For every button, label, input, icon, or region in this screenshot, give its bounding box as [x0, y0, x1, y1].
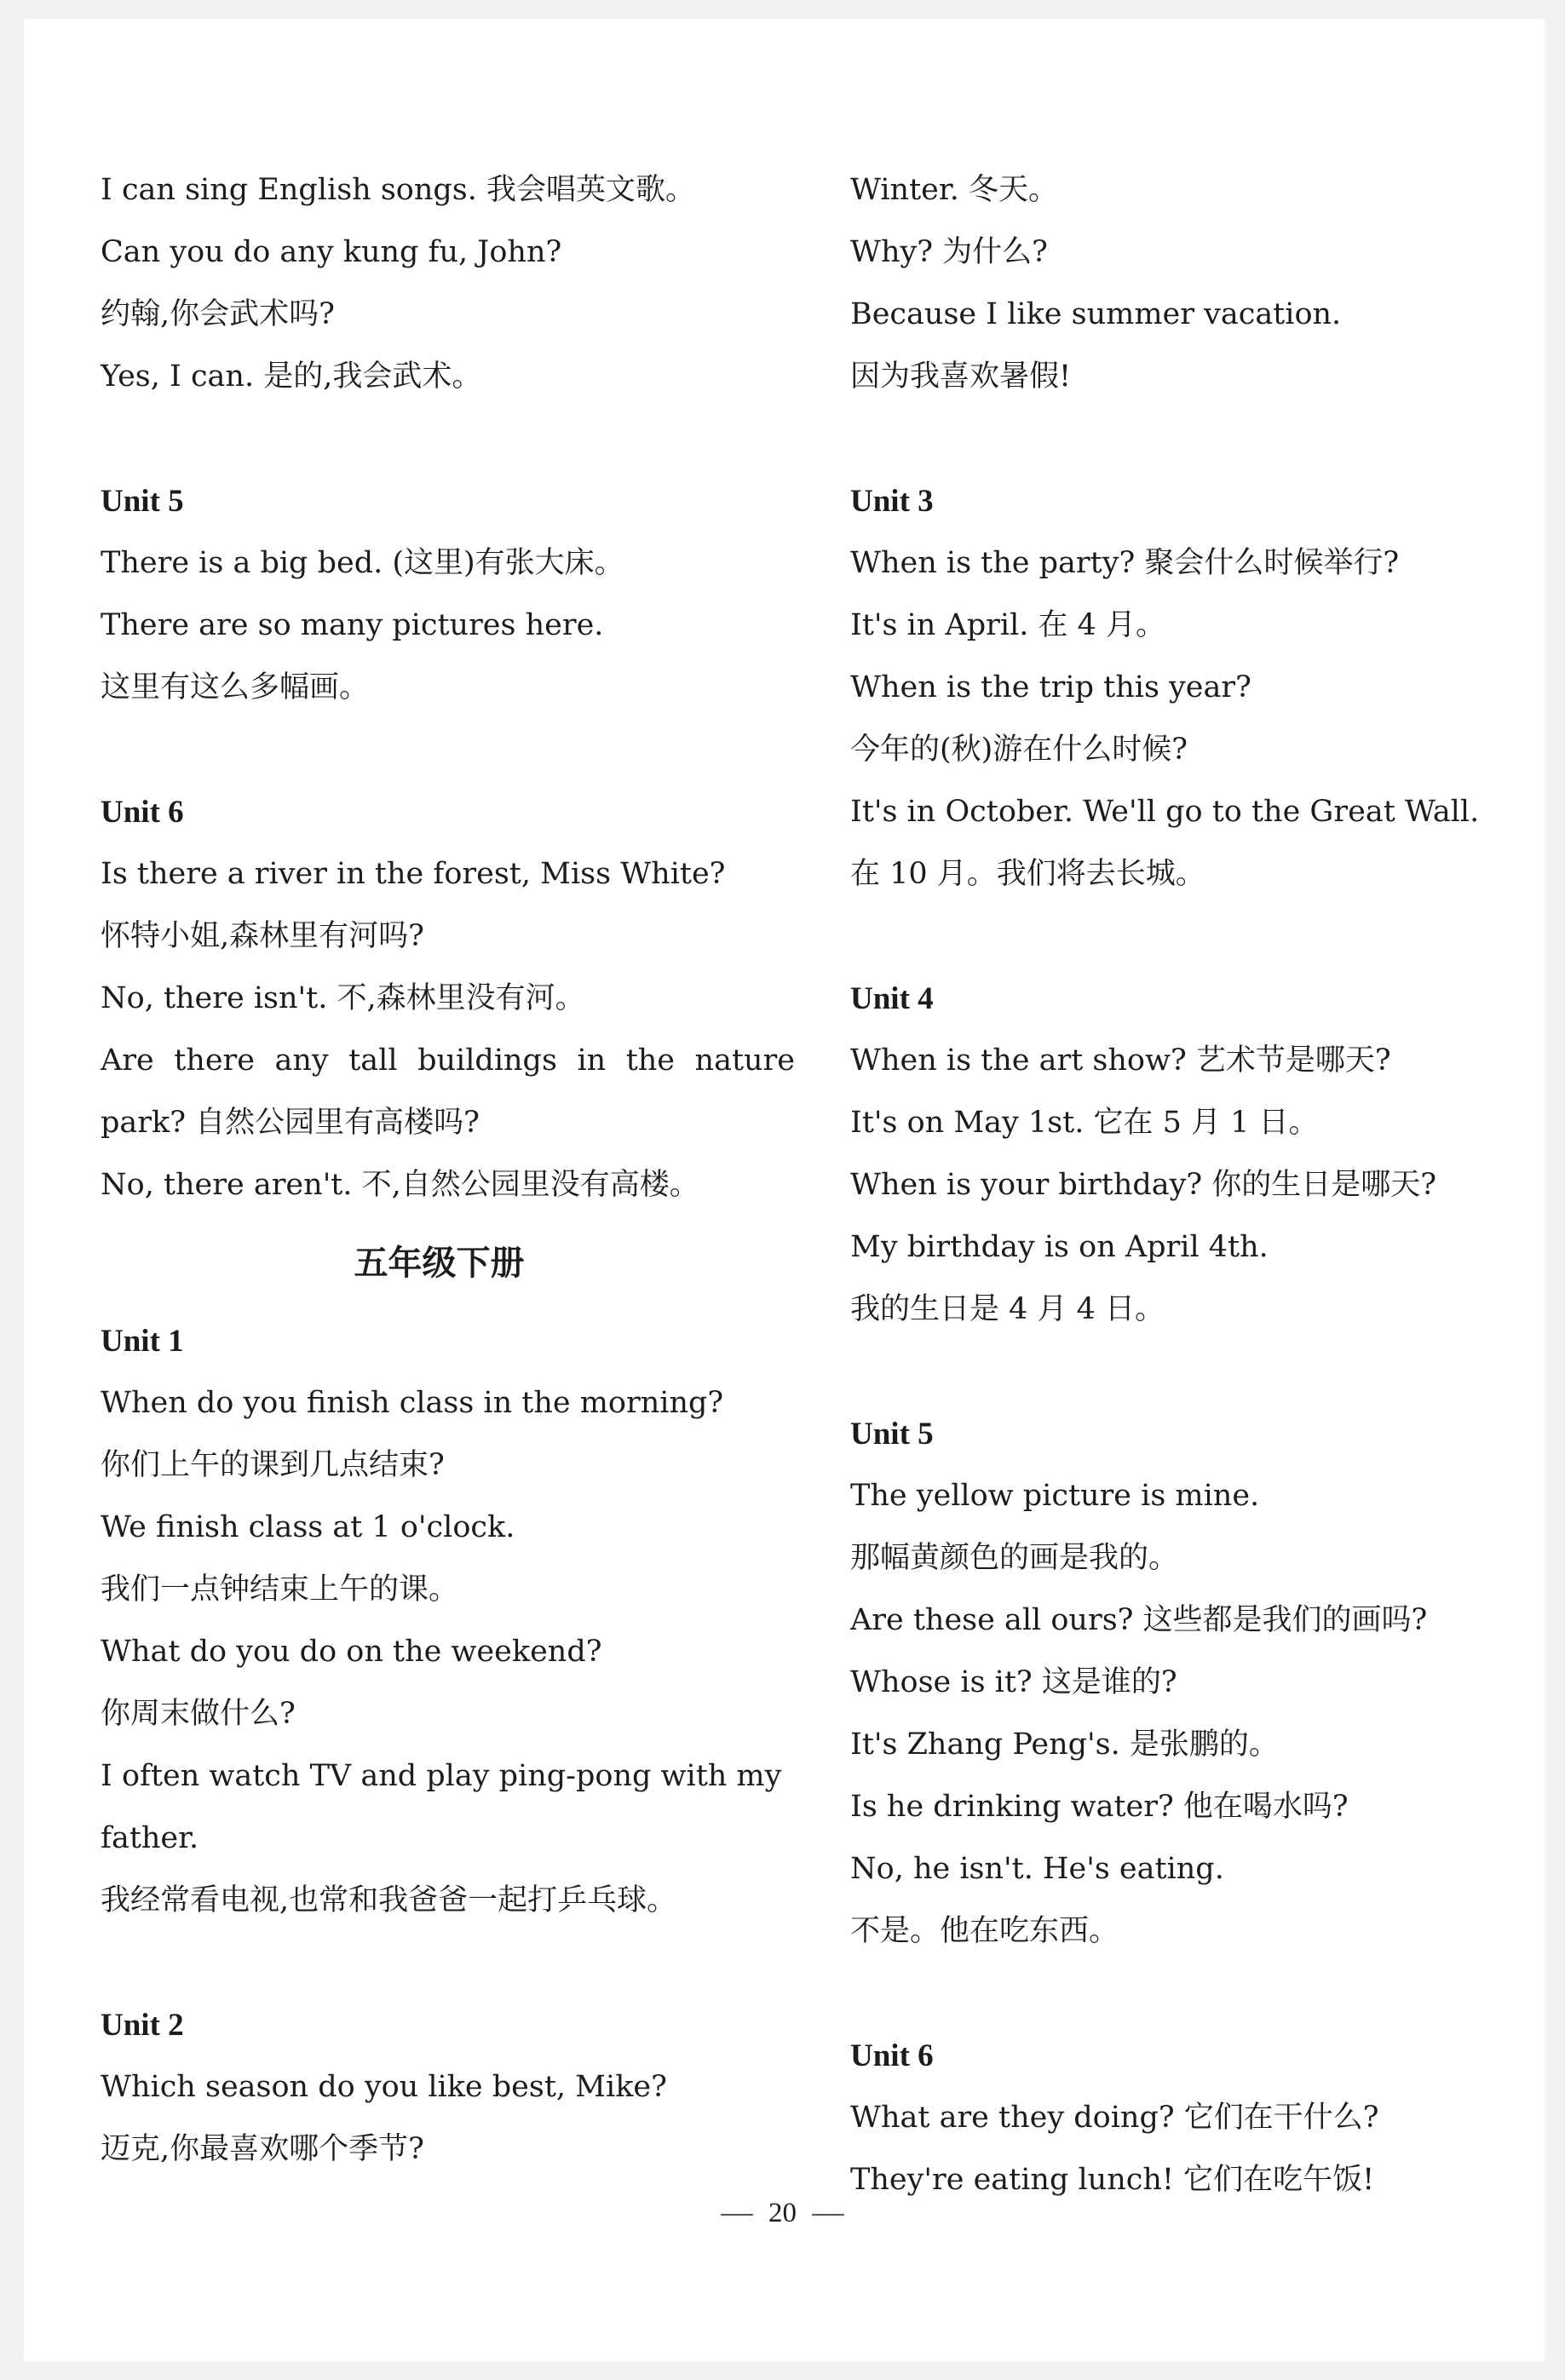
text-line: 因为我喜欢暑假! [850, 359, 1072, 394]
text-line: 今年的(秋)游在什么时候? [850, 733, 1188, 767]
text-line: There is a big bed. (这里)有张大床。 [101, 546, 624, 580]
text-line: Winter. 冬天。 [850, 173, 1059, 207]
text-line: When is the trip this year? [850, 670, 1251, 704]
text-line: 你周末做什么? [101, 1697, 296, 1731]
unit-heading: Unit 6 [850, 2038, 934, 2073]
text-line: No, he isn't. He's eating. [850, 1852, 1224, 1886]
text-line: When is the art show? 艺术节是哪天? [850, 1043, 1391, 1078]
spacer [101, 719, 799, 781]
text-line: It's in October. We'll go to the Great Wall. [850, 795, 1480, 829]
unit-heading: Unit 5 [101, 484, 184, 519]
text-line: 我们一点钟结束上午的课。 [101, 1572, 459, 1607]
folio-dash [812, 2214, 844, 2216]
text-line: 我的生日是 4 月 4 日。 [850, 1292, 1165, 1326]
text-line: Are there any tall buildings in the nature [101, 1043, 795, 1078]
text-line: 我经常看电视,也常和我爸爸一起打乒乓球。 [101, 1883, 677, 1917]
unit-heading: Unit 1 [101, 1324, 184, 1359]
text-line: Is there a river in the forest, Miss White? [101, 857, 726, 891]
text-line: Can you do any kung fu, John? [101, 235, 562, 269]
text-line: Are these all ours? 这些都是我们的画吗? [850, 1603, 1428, 1637]
text-line: 在 10 月。我们将去长城。 [850, 857, 1205, 891]
text-line: My birthday is on April 4th. [850, 1230, 1269, 1264]
spacer [850, 905, 1557, 968]
text-line: Why? 为什么? [850, 235, 1048, 269]
text-line: Because I like summer vacation. [850, 297, 1342, 331]
text-line: 那幅黄颜色的画是我的。 [850, 1541, 1179, 1575]
text-line: What are they doing? 它们在干什么? [850, 2101, 1379, 2135]
text-line: 怀特小姐,森林里有河吗? [101, 919, 424, 953]
text-line: I can sing English songs. 我会唱英文歌。 [101, 173, 696, 207]
text-line: 你们上午的课到几点结束? [101, 1448, 445, 1482]
page-number-text: 20 [768, 2198, 797, 2228]
text-line: 不是。他在吃东西。 [850, 1914, 1119, 1948]
page [24, 19, 1545, 2361]
text-line: The yellow picture is mine. [850, 1479, 1260, 1513]
text-line: There are so many pictures here. [101, 608, 604, 642]
text-line: When do you finish class in the morning? [101, 1386, 724, 1420]
text-line: When is your birthday? 你的生日是哪天? [850, 1168, 1437, 1202]
spacer [850, 1341, 1557, 1403]
unit-heading: Unit 4 [850, 981, 934, 1016]
text-line: 迈克,你最喜欢哪个季节? [101, 2132, 424, 2166]
folio-dash [721, 2214, 753, 2216]
text-line: Which season do you like best, Mike? [101, 2070, 667, 2104]
text-line: 这里有这么多幅画。 [101, 670, 370, 704]
unit-heading: Unit 3 [850, 484, 934, 519]
text-line: When is the party? 聚会什么时候举行? [850, 546, 1400, 580]
text-line: What do you do on the weekend? [101, 1635, 602, 1669]
page-number [0, 2198, 1565, 2229]
text-line: No, there aren't. 不,自然公园里没有高楼。 [101, 1168, 699, 1202]
text-line: 约翰,你会武术吗? [101, 297, 335, 331]
text-line: They're eating lunch! 它们在吃午饭! [850, 2163, 1375, 2197]
text-line: park? 自然公园里有高楼吗? [101, 1106, 480, 1140]
text-line: It's Zhang Peng's. 是张鹏的。 [850, 1728, 1279, 1762]
section-title: 五年级下册 [354, 1244, 525, 1283]
unit-heading: Unit 6 [101, 795, 184, 830]
text-line: We finish class at 1 o'clock. [101, 1510, 515, 1544]
text-line: Is he drinking water? 他在喝水吗? [850, 1790, 1349, 1824]
text-line: I often watch TV and play ping-pong with my [101, 1759, 782, 1793]
text-line: No, there isn't. 不,森林里没有河。 [101, 981, 585, 1015]
left-column [101, 159, 799, 2181]
spacer [850, 408, 1557, 470]
right-column [850, 159, 1557, 2211]
spacer [850, 1963, 1557, 2025]
spacer [101, 408, 799, 470]
text-line: It's in April. 在 4 月。 [850, 608, 1166, 642]
text-line: It's on May 1st. 它在 5 月 1 日。 [850, 1106, 1319, 1140]
text-line: Yes, I can. 是的,我会武术。 [101, 359, 482, 394]
text-line: father. [101, 1821, 199, 1855]
unit-heading: Unit 2 [101, 2008, 184, 2043]
unit-heading: Unit 5 [850, 1417, 934, 1452]
text-line: Whose is it? 这是谁的? [850, 1665, 1177, 1699]
spacer [101, 1932, 799, 1994]
